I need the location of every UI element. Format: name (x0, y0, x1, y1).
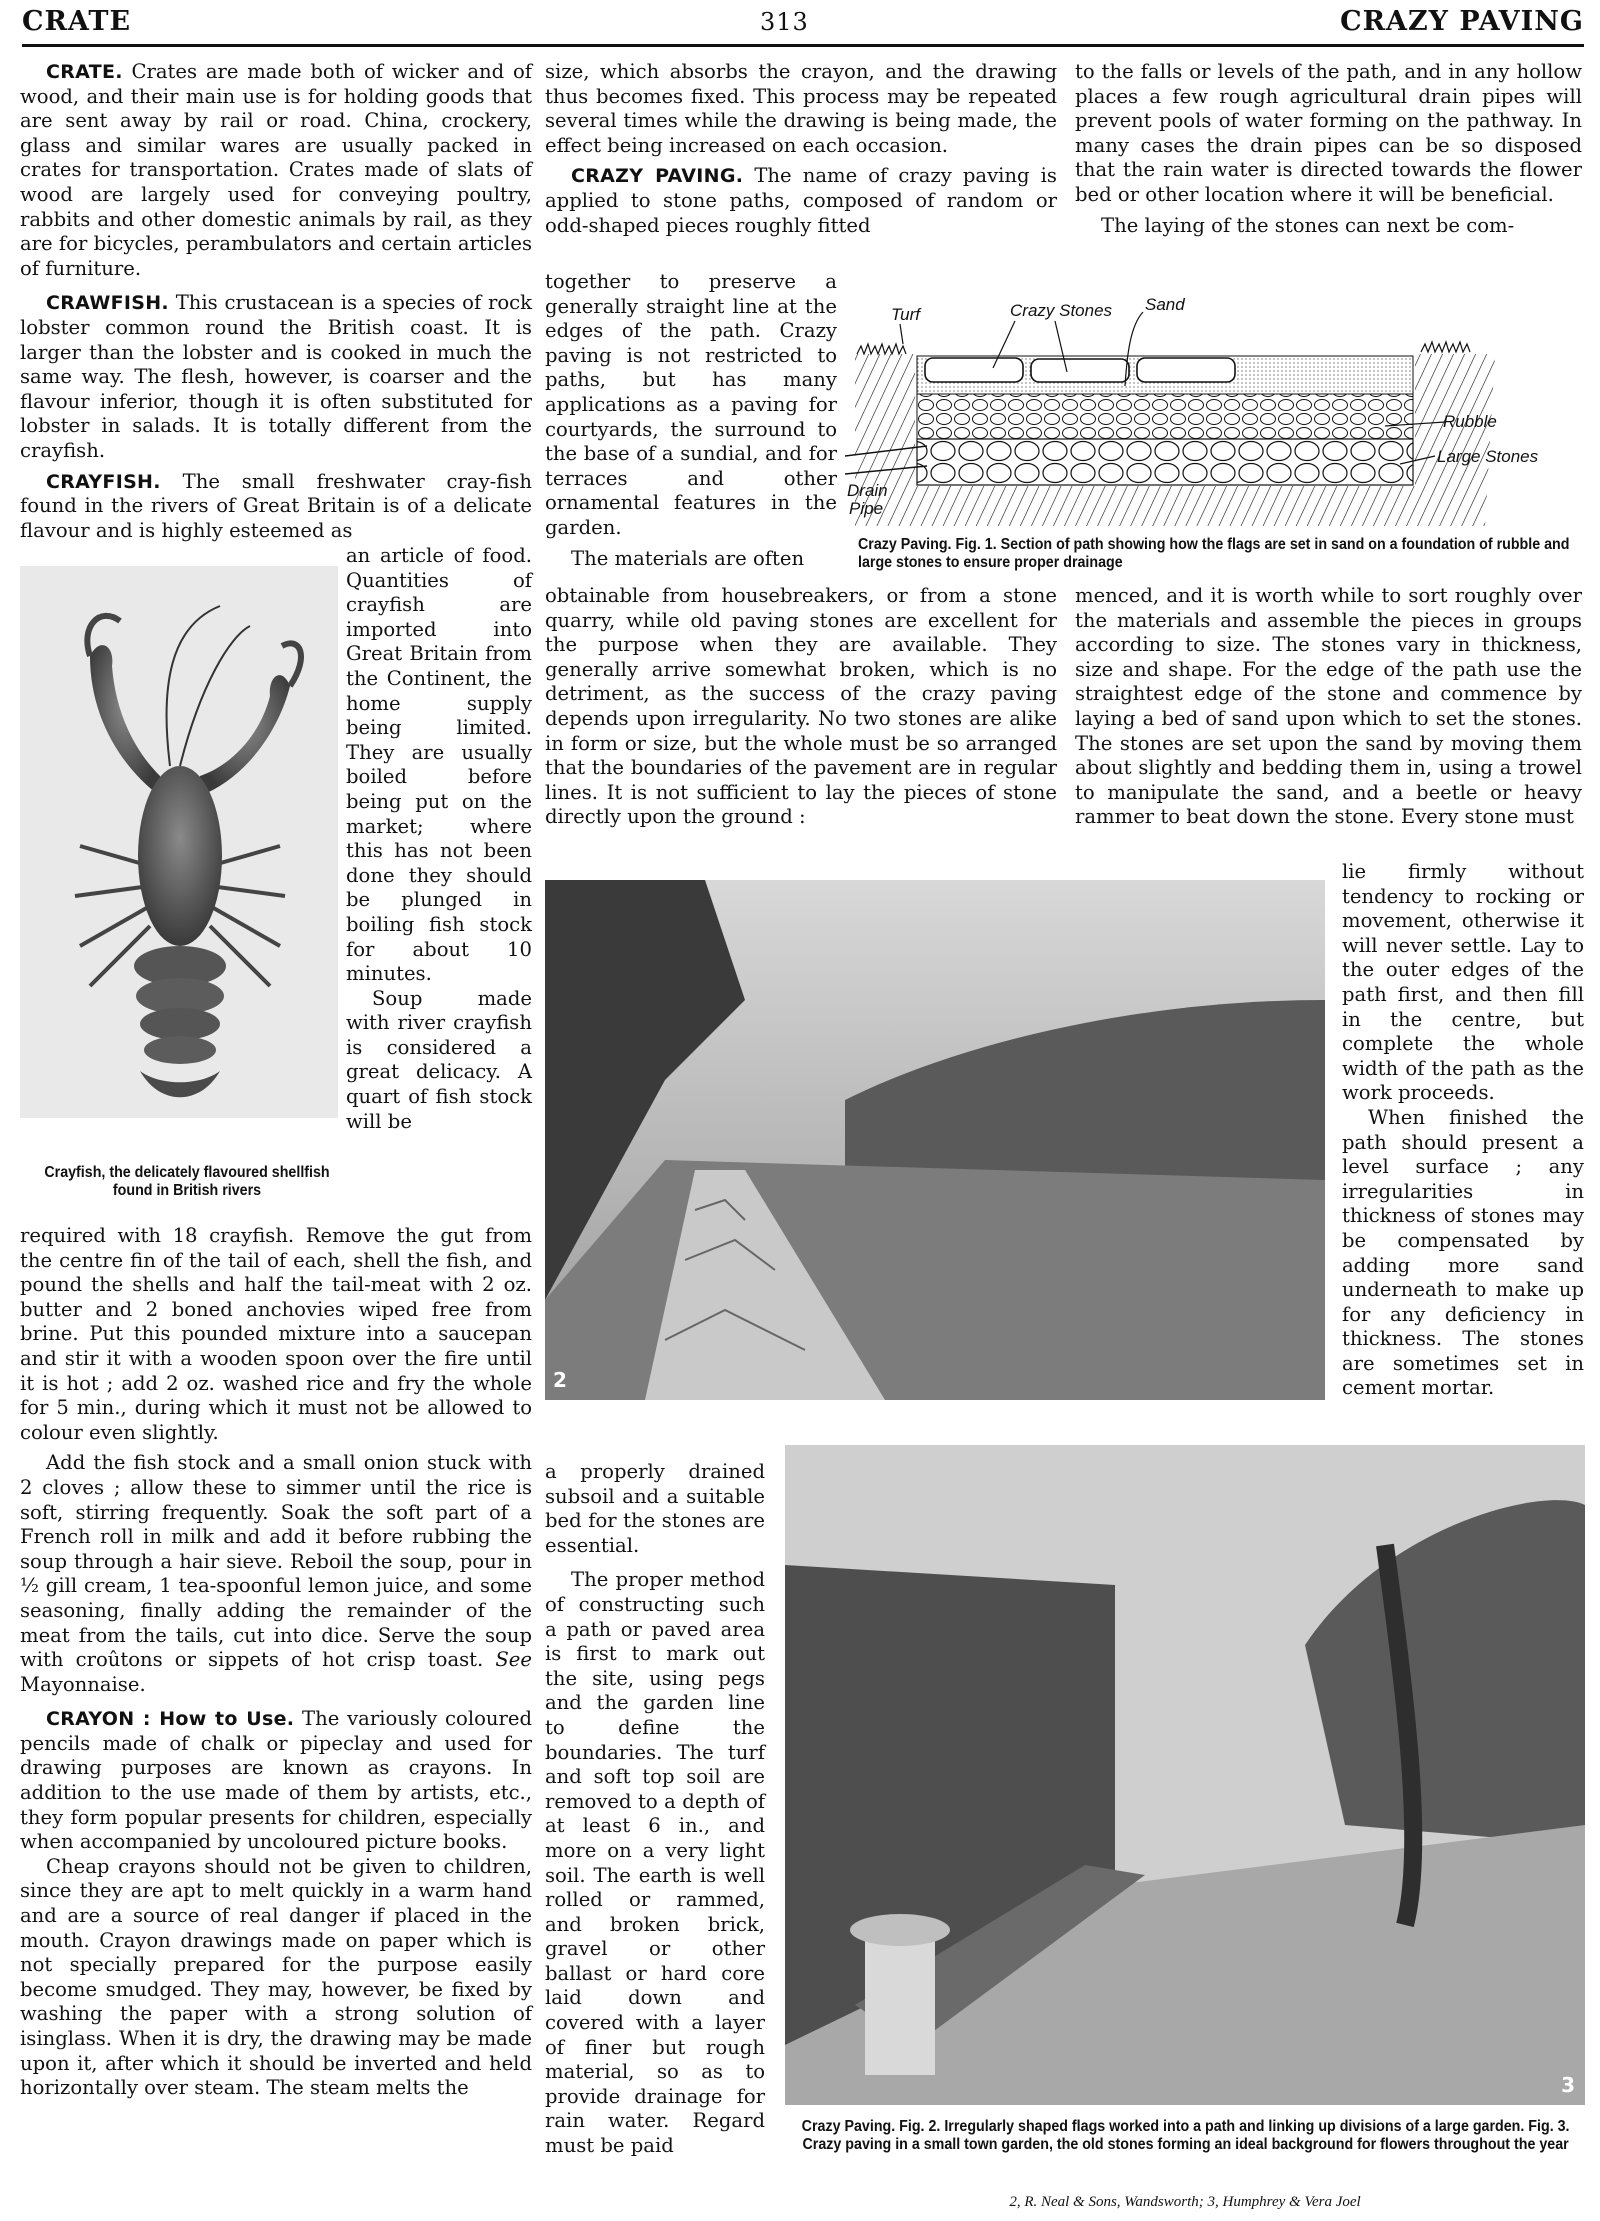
crayfish-soup-text: required with 18 crayfish. Remove the gut from the centre fin of the tail of each, shell the fish, and pound the shells and half the tail-meat with 2 oz. butter and 2 boned anchovies wiped free from brine. Put this pounded mixture into a saucepan and stir it with a wooden spoon over the fire until it is hot ; add 2 oz. washed rice and fry the whole for 5 min., during which it must not be allowed to colour even slightly. (20, 1224, 532, 1444)
see-also-label: See (495, 1648, 532, 1672)
crazy-paving-text: together to preserve a generally straight line at the edges of the path. Crazy paving is not restricted to paths, but has many applications as a paving for courtyards, the surround to the base of a sundial, and for terraces and other ornamental features in the garden. (545, 270, 837, 539)
entry-heading: CRAZY PAVING. (571, 165, 744, 188)
entry-heading: CRAYFISH. (46, 470, 161, 493)
cross-section-diagram (845, 286, 1597, 536)
entry-heading: CRATE. (46, 61, 123, 83)
subsoil-text: a properly drained subsoil and a suitable bed for the stones are essential. (545, 1460, 765, 1557)
label-drain: Drain (847, 481, 888, 500)
crayon-text-2: Cheap crayons should not be given to children, since they are apt to melt quickly in a warm hand and are a source of real danger if placed in the mouth. Crayon drawings made on paper which is not specially prepared for the purpose easily become smudged. They may, however, be fixed by washing the paper with a strong solution of isinglass. When it is dry, the drawing may be made upon it, after which it should be inverted and held horizontally over steam. The steam melts the (20, 1854, 532, 2100)
running-head-right: CRAZY PAVING (1340, 6, 1584, 37)
materials-first-line: The materials are often (571, 546, 805, 570)
crayfish-soup-intro: Soup made with river crayfish is considered a great delicacy. A quart of fish stock will be (346, 986, 532, 1133)
column-1-top (20, 60, 532, 543)
laying-narrow-text: lie firmly without tendency to rocking or movement, otherwise it will never settle. Lay to the outer edges of the path first, and then fill in the centre, but complete the whole width of the path as the work proceeds. (1342, 860, 1584, 1105)
town-garden-photo (785, 1445, 1585, 2105)
laying-first-line: The laying of the stones can next be com- (1101, 213, 1515, 237)
method-text: The proper method of constructing such a path or paved area is first to mark out the site, using pegs and the garden line to define the boundaries. The turf and soft top soil are removed to a depth of at least 6 in., and more on a very light soil. The earth is well rolled or rammed, and broken brick, gravel or other ballast or hard core laid down and covered with a layer of finer but rough material, so as to provide drainage for rain water. Regard must be paid (545, 1568, 765, 2158)
figure-3-photo (785, 1445, 1585, 2105)
materials-text: obtainable from housebreakers, or from a stone quarry, while old paving stones are excellent for the purpose when they are available. They generally arrive somewhat broken, which is no detriment, as the success of the crazy paving depends upon irregularity. No two stones are alike in form or size, but the whole must be so arranged that the boundaries of the pavement are in regular lines. It is not sufficient to lay the pieces of stone directly upon the ground : (545, 584, 1057, 829)
label-sand: Sand (1145, 295, 1185, 314)
garden-path-photo (545, 880, 1325, 1400)
laying-text-block (1075, 584, 1582, 830)
crayfish-image (20, 566, 338, 1118)
laying-narrow-column (1342, 860, 1584, 1401)
entry-crazy-paving: CRAZY PAVING. The name of crazy paving is applied to stone paths, composed of random or odd-shaped pieces roughly fitted (545, 164, 1057, 237)
entry-crawfish: CRAWFISH. This crustacean is a species of rock lobster common round the British coast. It is larger than the lobster and is cooked in much the same way. The flesh, however, is coarser and the flavour inferior, though it is often substituted for lobster in salads. It is totally different from the crayfish. (20, 291, 532, 462)
label-large-stones: Large Stones (1437, 447, 1539, 466)
crayfish-text: an article of food. Quantities of crayfish are imported into Great Britain from the Continent, the home supply being limited. They are usually boiled before being put on the market; where this has not been done they should be plunged in boiling fish stock for about 10 minutes. (346, 544, 532, 986)
column-1-bottom (20, 1224, 532, 2101)
figure-1-diagram (845, 286, 1597, 536)
label-turf: Turf (891, 305, 920, 324)
crayon-text-continued: size, which absorbs the crayon, and the drawing thus becomes fixed. This process may be repeated several times while the drawing is being made, the effect being increased on each occasion. (545, 60, 1057, 157)
label-crazy-stones: Crazy Stones (1010, 301, 1113, 320)
figures-2-3-caption: Crazy Paving. Fig. 2. Irregularly shaped flags worked into a path and linking up divisions of a large garden. Fig. 3. Crazy paving in a small town garden, the old stones forming an ideal background for flowers throughout the year (801, 2118, 1570, 2153)
entry-crayfish-intro: CRAYFISH. The small freshwater cray-fish found in the rivers of Great Britain is of a delicate flavour and is highly esteemed as (20, 469, 533, 542)
column-3-top (1075, 60, 1582, 238)
figure-1-caption: Crazy Paving. Fig. 1. Section of path showing how the flags are set in sand on a foundation of rubble and large stones to ensure proper drainage (858, 536, 1570, 571)
photo-credit: 2, R. Neal & Sons, Wandsworth; 3, Humphrey & Vera Joel (1009, 2194, 1361, 2210)
entry-heading: CRAYON : How to Use. (46, 1708, 295, 1731)
figure-3-number: 3 (1561, 2073, 1575, 2097)
crayfish-image-caption: Crayfish, the delicately flavoured shellfish found in British rivers (44, 1164, 330, 1199)
laying-text: menced, and it is worth while to sort roughly over the materials and assemble the pieces in groups according to size. The stones vary in thickness, size and shape. For the edge of the path use the straightest edge of the stone and commence by laying a bed of sand upon which to set the stones. The stones are set upon the sand by moving them about slightly and bedding them in, using a trowel to manipulate the sand, and a beetle or heavy rammer to beat down the stone. Every stone must (1075, 584, 1582, 829)
crayfish-narrow-column (346, 544, 532, 1134)
figure-2-number: 2 (553, 1368, 567, 1392)
materials-text-block (545, 584, 1057, 830)
crayfish-soup-continued: Add the fish stock and a small onion stuck with 2 cloves ; allow these to simmer until the rice is soft, stirring frequently. Soak the soft part of a French roll in milk and add it before rubbing the soup through a hair sieve. Reboil the soup, pour in ½ gill cream, 1 tea-spoonful lemon juice, and some seasoning, finally adding the remainder of the meat from the tails, cut into dice. Serve the soup with croûtons or sippets of hot crisp toast. See Mayonnaise. (20, 1451, 532, 1696)
label-rubble: Rubble (1443, 412, 1497, 431)
figure-2-photo (545, 880, 1325, 1400)
finished-text: When finished the path should present a level surface ; any irregularities in thickness of stones may be compensated by adding more sand underneath to make up for any deficiency in thickness. The stones are sometimes set in cement mortar. (1342, 1105, 1584, 1400)
entry-heading: CRAWFISH. (46, 292, 169, 315)
page-number: 313 (760, 8, 809, 36)
crayfish-illustration (20, 566, 338, 1118)
running-head-left: CRATE (22, 6, 132, 37)
header-rule (22, 44, 1584, 47)
entry-crayon: CRAYON : How to Use. The variously coloured pencils made of chalk or pipeclay and used for drawing purposes are known as crayons. In addition to the use made of them by artists, etc., they form popular presents for children, especially when accompanied by uncoloured picture books. (20, 1707, 533, 1854)
label-pipe: Pipe (849, 499, 884, 518)
falls-text: to the falls or levels of the path, and in any hollow places a few rough agricultural drain pipes will prevent pools of water forming on the pathway. In many cases the drain pipes can be so disposed that the rain water is directed towards the flower bed or other location where it will be beneficial. (1075, 60, 1582, 206)
column-2-top (545, 60, 1057, 238)
method-narrow-column (545, 1460, 765, 2159)
entry-crate: CRATE. Crates are made both of wicker and of wood, and their main use is for holding goods that are sent away by rail or road. China, crockery, glass and similar wares are usually packed in crates for transportation. Crates made of slats of wood are largely used for conveying poultry, rabbits and other domestic animals by rail, as they are for bicycles, perambulators and certain articles of furniture. (20, 60, 532, 280)
crazy-paving-narrow (545, 270, 837, 571)
see-also-link[interactable]: Mayonnaise. (20, 1672, 146, 1696)
